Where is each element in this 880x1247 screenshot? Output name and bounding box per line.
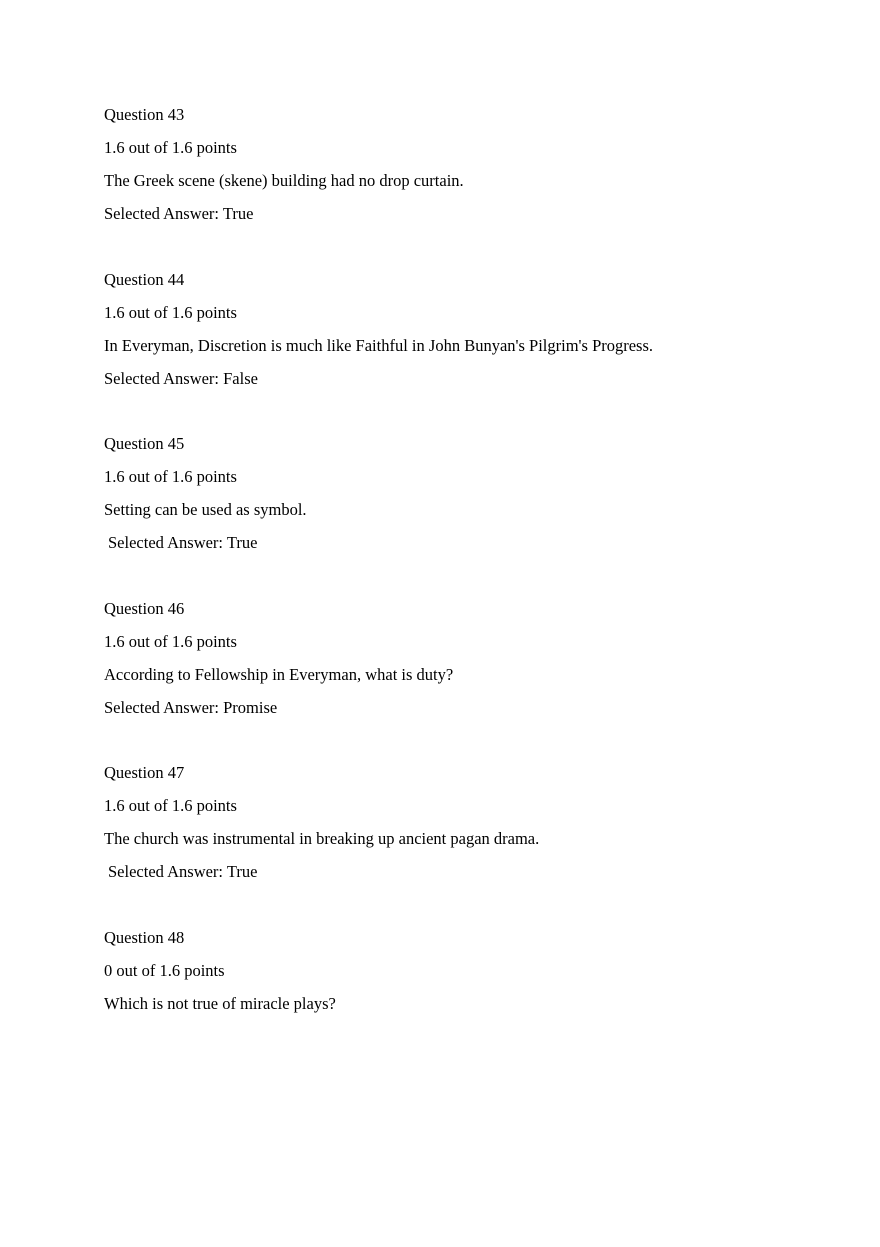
question-block	[104, 756, 804, 888]
question-block	[104, 592, 804, 724]
selected-answer: Selected Answer: True	[108, 533, 258, 552]
selected-answer: Selected Answer: False	[104, 369, 258, 388]
question-score: 1.6 out of 1.6 points	[104, 467, 237, 486]
question-block	[104, 263, 804, 395]
question-text: According to Fellowship in Everyman, what is duty?	[104, 665, 454, 684]
question-block	[104, 921, 804, 1020]
question-score: 1.6 out of 1.6 points	[104, 632, 237, 651]
question-text: In Everyman, Discretion is much like Faithful in John Bunyan's Pilgrim's Progress.	[104, 336, 654, 355]
selected-answer: Selected Answer: Promise	[104, 698, 278, 717]
question-score: 1.6 out of 1.6 points	[104, 796, 237, 815]
question-score: 1.6 out of 1.6 points	[104, 303, 237, 322]
question-text: Setting can be used as symbol.	[104, 500, 307, 519]
selected-answer: Selected Answer: True	[108, 862, 258, 881]
question-text: Which is not true of miracle plays?	[104, 994, 336, 1013]
question-block	[104, 98, 804, 230]
question-text: The church was instrumental in breaking up ancient pagan drama.	[104, 829, 540, 848]
question-title: Question 48	[104, 928, 185, 947]
question-title: Question 45	[104, 434, 185, 453]
selected-answer: Selected Answer: True	[104, 204, 254, 223]
question-title: Question 46	[104, 599, 185, 618]
question-title: Question 43	[104, 105, 185, 124]
question-title: Question 44	[104, 270, 185, 289]
question-score: 1.6 out of 1.6 points	[104, 138, 237, 157]
question-title: Question 47	[104, 763, 185, 782]
question-score: 0 out of 1.6 points	[104, 961, 225, 980]
question-block	[104, 427, 804, 559]
question-text: The Greek scene (skene) building had no drop curtain.	[104, 171, 464, 190]
